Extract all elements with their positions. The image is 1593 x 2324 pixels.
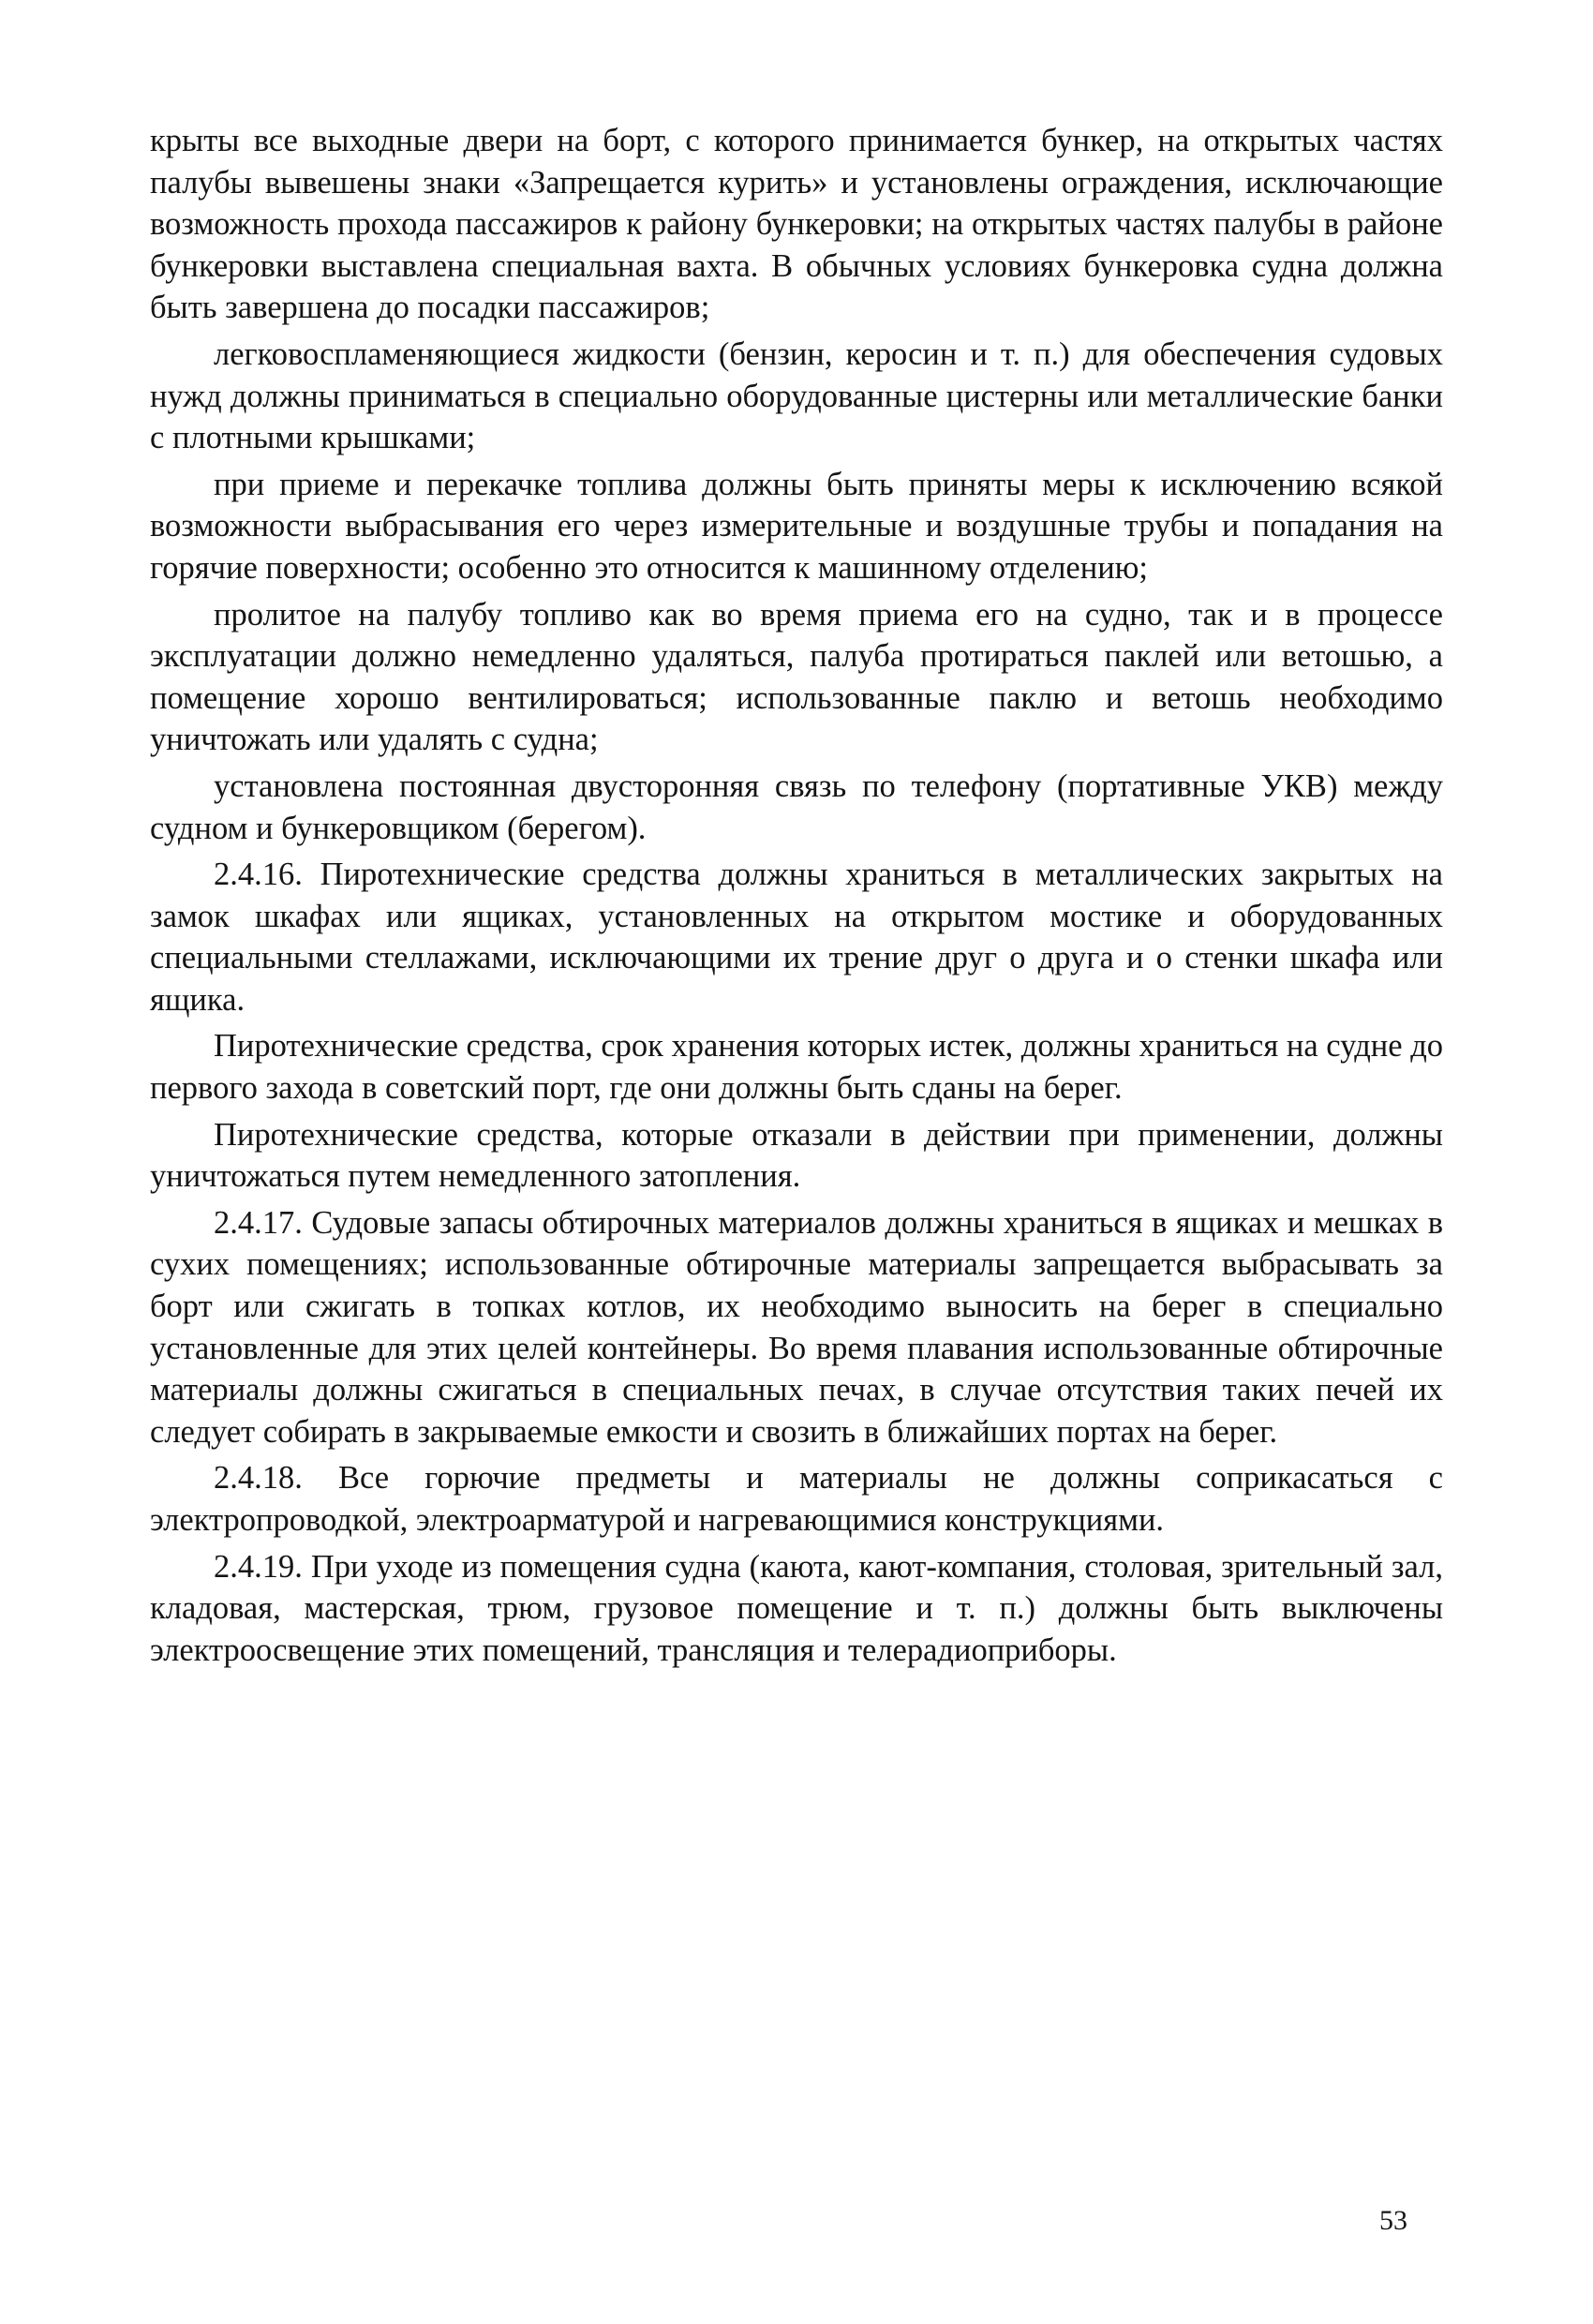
paragraph-fuel-transfer: при приеме и перекачке топлива должны быть приняты меры к исключению всякой возможности выбрасывания его через измерительные и воздушные трубы и попадания на горячие поверхности; особенно это относится к машинному отделению; bbox=[150, 466, 1443, 586]
paragraph-2-4-18: 2.4.18. Все горючие предметы и материалы не должны соприкасаться с электропроводкой, электроарматурой и нагревающимися конструкциями. bbox=[150, 1460, 1443, 1538]
paragraph-2-4-19: 2.4.19. При уходе из помещения судна (каюта, кают-компания, столовая, зрительный зал, кладовая, мастерская, трюм, грузовое помещение и т. п.) должны быть выключены электроосвещение этих помещений, трансляция и телерадиоприборы. bbox=[150, 1548, 1443, 1668]
paragraph-expired-pyrotechnics: Пиротехнические средства, срок хранения которых истек, должны храниться на судне до первого захода в советский порт, где они должны быть сданы на берег. bbox=[150, 1028, 1443, 1107]
paragraph-spilled-fuel: пролитое на палубу топливо как во время приема его на судно, так и в процессе эксплуатации должно немедленно удаляться, палуба протираться паклей или ветошью, а помещение хорошо вентилироваться; использованные паклю и ветошь необходимо уничтожать или удалять с судна; bbox=[150, 596, 1443, 758]
paragraph-2-4-16: 2.4.16. Пиротехнические средства должны храниться в металлических закрытых на замок шкафах или ящиках, установленных на открытом мостике и оборудованных специальными стеллажами, исключающими их трение друг о друга и о стенки шкафа или ящика. bbox=[150, 857, 1443, 1018]
page-number: 53 bbox=[1379, 2205, 1407, 2236]
paragraph-failed-pyrotechnics: Пиротехнические средства, которые отказали в действии при применении, должны уничтожаться путем немедленного затопления. bbox=[150, 1116, 1443, 1195]
paragraph-flammable-liquids: легковоспламеняющиеся жидкости (бензин, керосин и т. п.) для обеспечения судовых нужд должны приниматься в специально оборудованные цистерны или металлические банки с плотными крышками; bbox=[150, 335, 1443, 456]
paragraph-bunkering-conditions: крыты все выходные двери на борт, с которого принимается бункер, на открытых частях палубы вывешены знаки «Запрещается курить» и установлены ограждения, исключающие возможность прохода пассажиров к району бункеровки; на открытых частях палубы в районе бункеровки выставлена специальная вахта. В обычных условиях бункеровка судна должна быть завершена до посадки пассажиров; bbox=[150, 123, 1443, 326]
paragraph-communication: установлена постоянная двусторонняя связь по телефону (портативные УКВ) между судном и бункеровщиком (берегом). bbox=[150, 767, 1443, 846]
document-body bbox=[150, 120, 1443, 1676]
paragraph-2-4-17: 2.4.17. Судовые запасы обтирочных материалов должны храниться в ящиках и мешках в сухих помещениях; использованные обтирочные материалы запрещается выбрасывать за борт или сжигать в топках котлов, их необходимо выносить на берег в специально установленные для этих целей контейнеры. Во время плавания использованные обтирочные материалы должны сжигаться в специальных печах, в случае отсутствия таких печей их следует собирать в закрываемые емкости и свозить в ближайших портах на берег. bbox=[150, 1204, 1443, 1450]
